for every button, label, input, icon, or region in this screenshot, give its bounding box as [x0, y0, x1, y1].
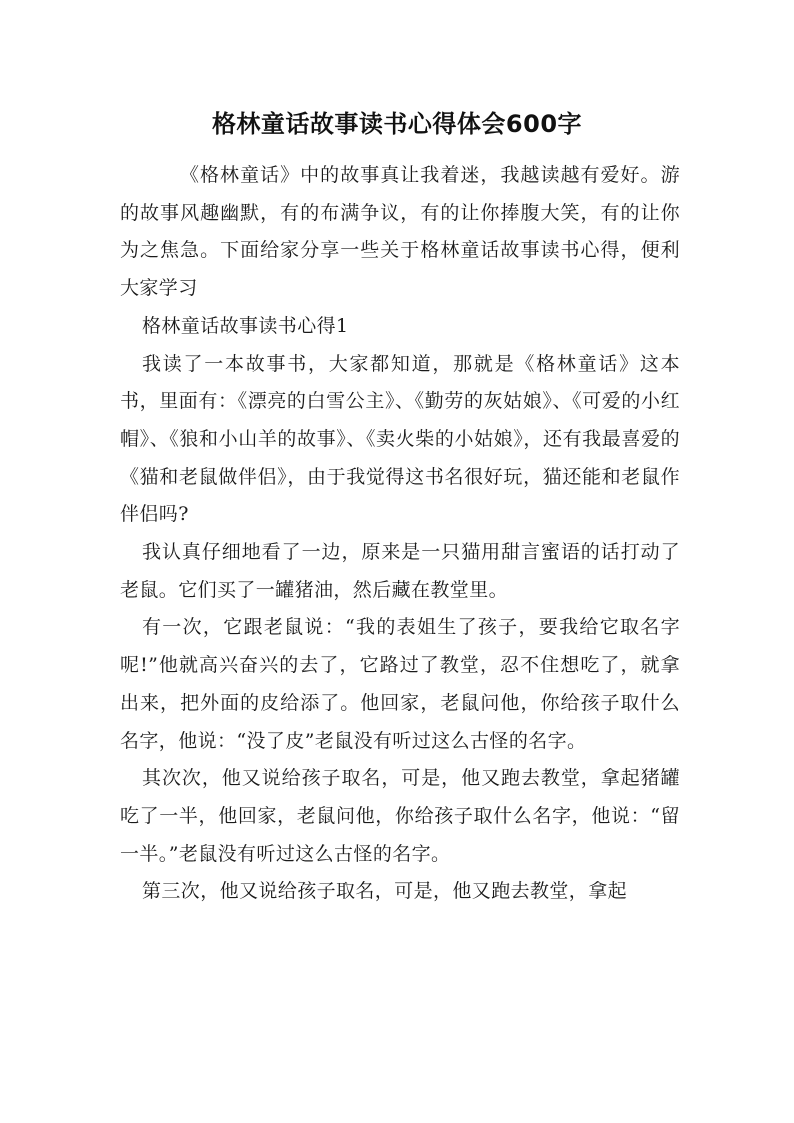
intro-paragraph: 《格林童话》中的故事真让我着迷，我越读越有爱好。游的故事风趣幽默，有的布满争议，有的让你捧腹大笑，有的让你为之焦急。下面给家分享一些关于格林童话故事读书心得，便利大家学习 [120, 164, 680, 300]
body-paragraph: 我认真仔细地看了一边，原来是一只猫用甜言蜜语的话打动了老鼠。它们买了一罐猪油，然后藏在教堂里。 [120, 541, 680, 601]
body-paragraph: 我读了一本故事书，大家都知道，那就是《格林童话》这本书，里面有：《漂亮的白雪公主》、《勤劳的灰姑娘》、《可爱的小红帽》、《狼和小山羊的故事》、《卖火柴的小姑娘》，还有我最喜爱的《猫和老鼠做伴侣》，由于我觉得这书名很好玩，猫还能和老鼠作伴侣吗? [120, 352, 680, 526]
document-title: 格林童话故事读书心得体会600字 [211, 110, 583, 138]
body-paragraph: 有一次，它跟老鼠说：“我的表姐生了孩子，要我给它取名字呢!”他就高兴奋兴的去了，它路过了教堂，忍不住想吃了，就拿出来，把外面的皮给添了。他回家，老鼠问他，你给孩子取什么名字，他说：“没了皮”老鼠没有听过这么古怪的名字。 [120, 616, 680, 752]
body-paragraph: 其次次，他又说给孩子取名，可是，他又跑去教堂，拿起猪罐吃了一半，他回家，老鼠问他，你给孩子取什么名字，他说：“留一半。”老鼠没有听过这么古怪的名字。 [120, 767, 680, 865]
document-body [120, 157, 680, 911]
body-paragraph: 第三次，他又说给孩子取名，可是，他又跑去教堂，拿起 [142, 880, 628, 903]
section-heading: 格林童话故事读书心得1 [142, 314, 349, 337]
